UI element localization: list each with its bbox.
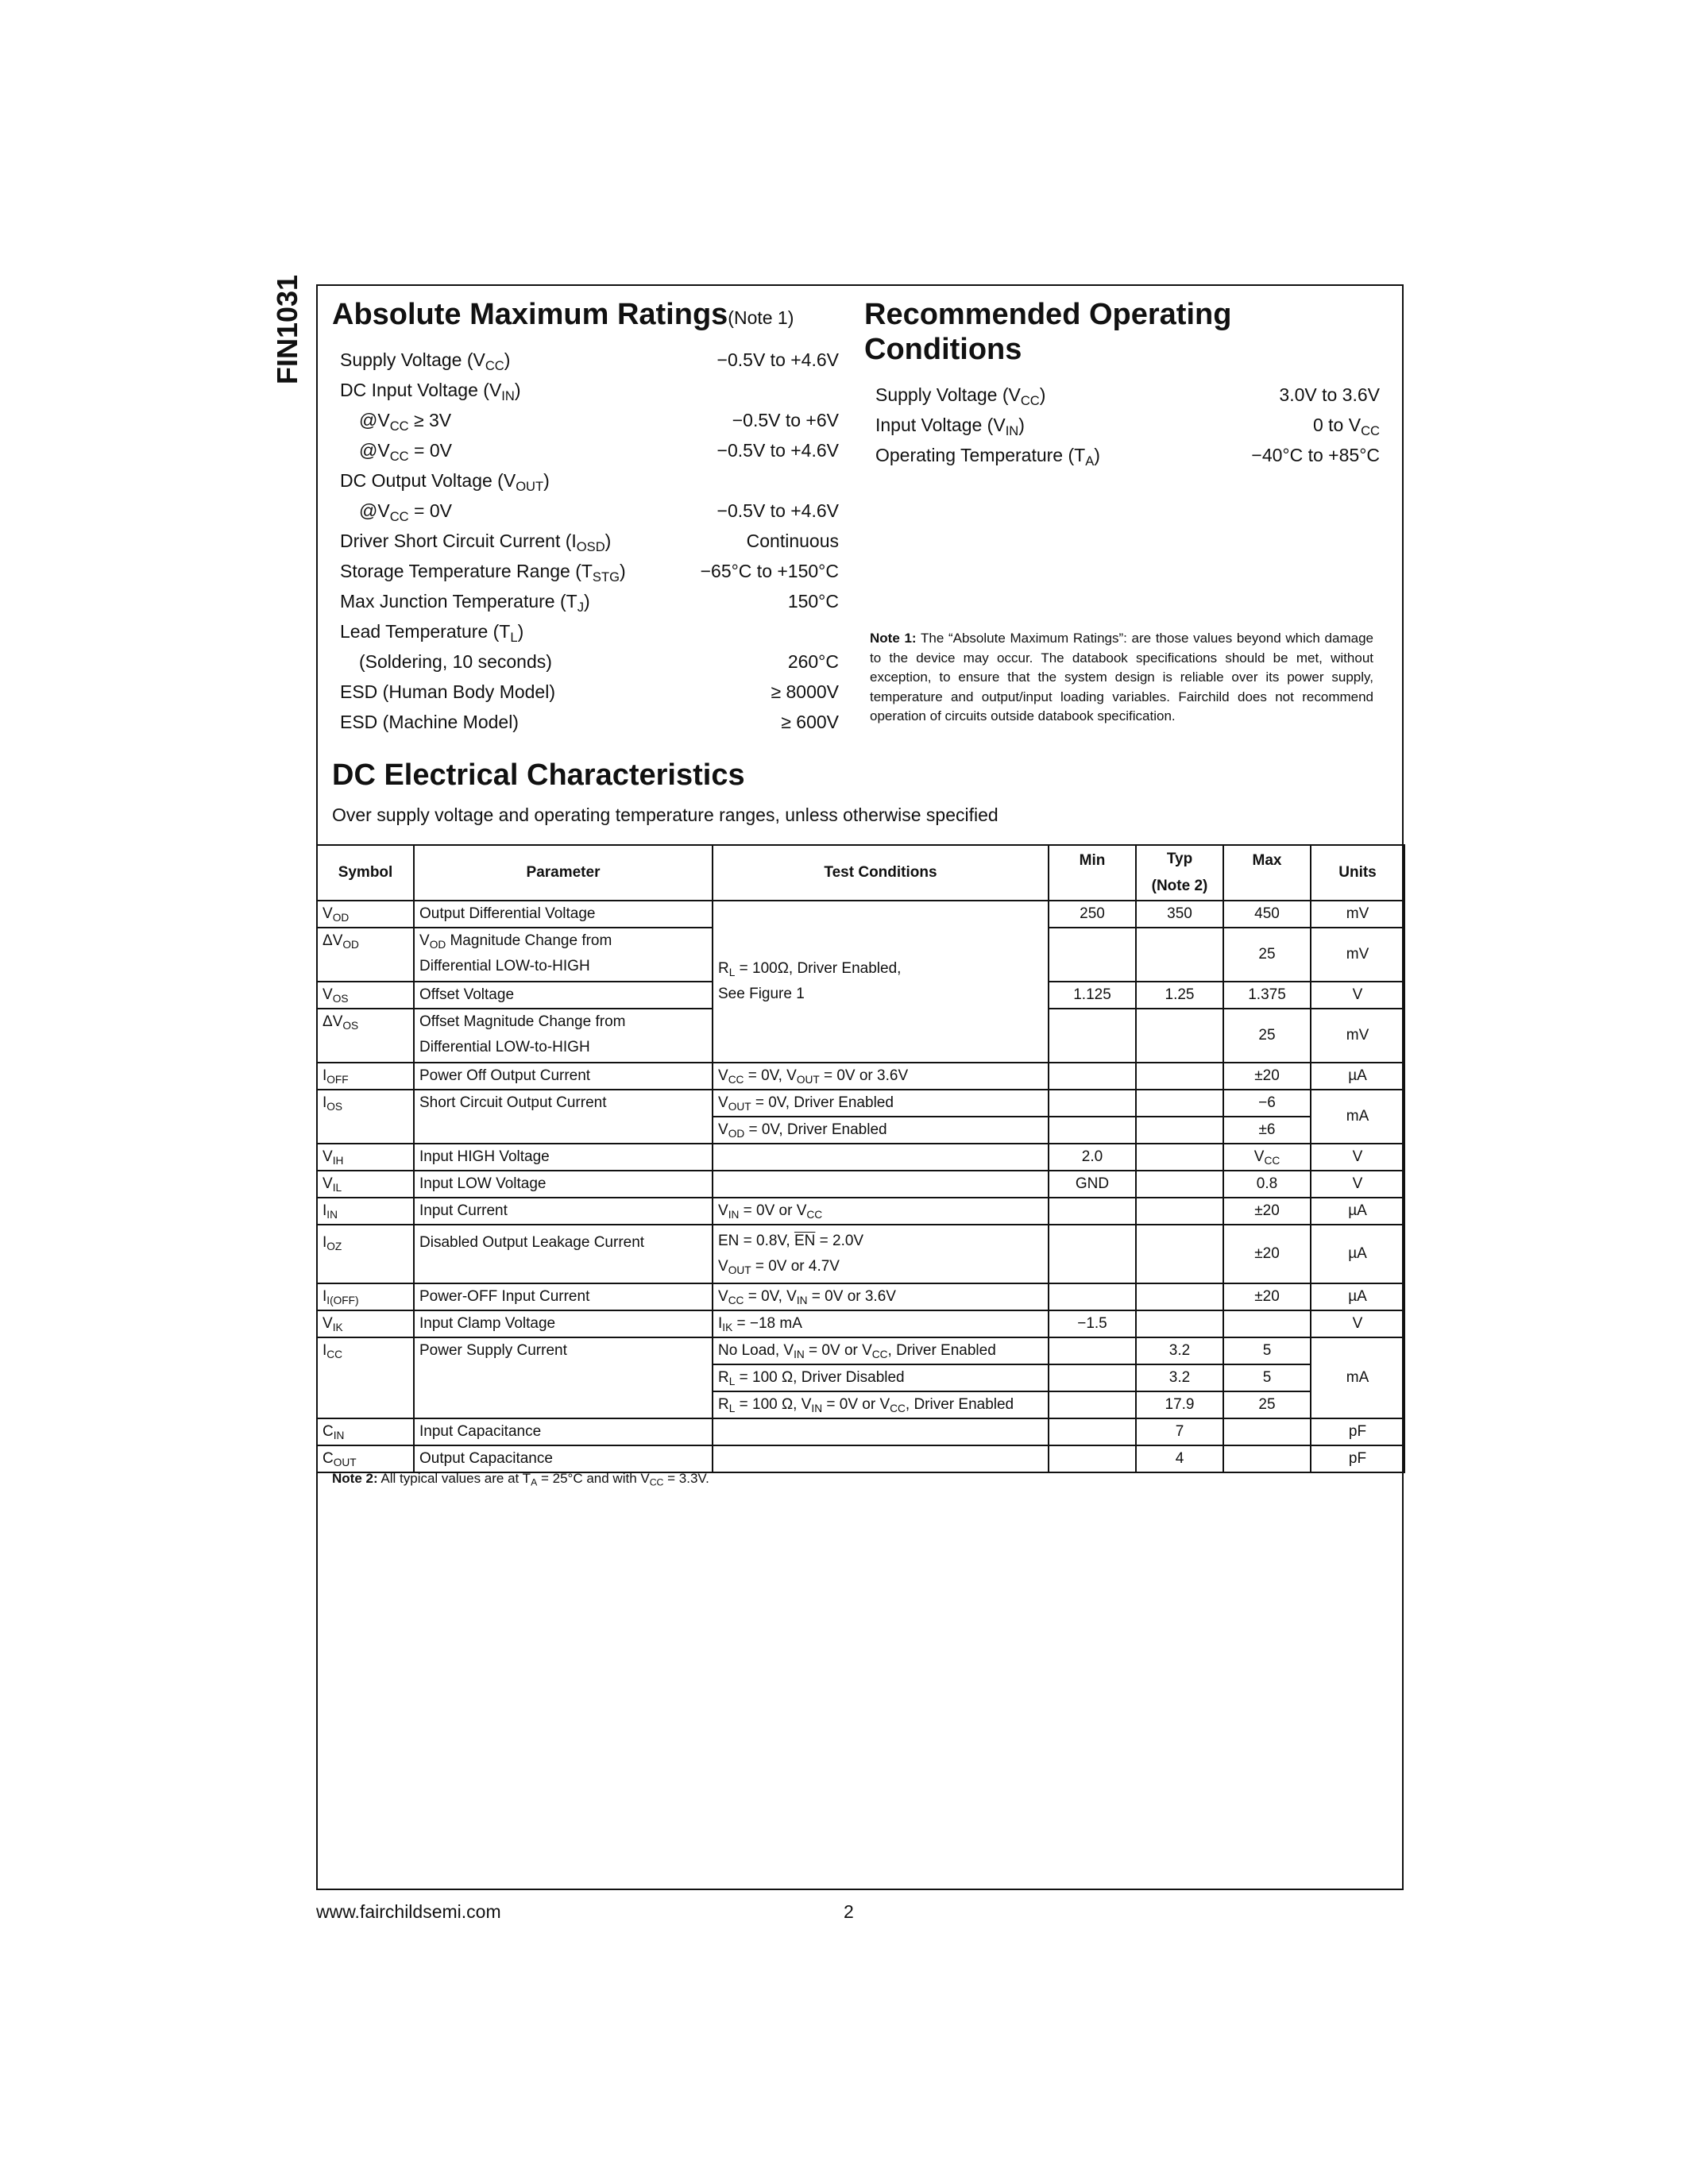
- cell-typ: [1136, 928, 1223, 982]
- cell-units: mA: [1311, 1090, 1404, 1144]
- cell-parameter: $V_{OD}$ Magnitude Change from Differential LOW-to-HIGH: [414, 928, 713, 982]
- table-row: [317, 1283, 1404, 1310]
- cell-typ: 17.9: [1136, 1391, 1223, 1418]
- table-row: [317, 901, 1404, 928]
- cell-conditions: [713, 1171, 1049, 1198]
- rec-op-value: −40°C to +85°C: [1251, 445, 1380, 465]
- cell-parameter: Power Supply Current: [414, 1337, 713, 1418]
- cell-parameter: Short Circuit Output Current: [414, 1090, 713, 1144]
- header-symbol: Symbol: [317, 845, 414, 901]
- cell-max: ±20: [1223, 1063, 1311, 1090]
- cell-symbol: $C_{OUT}$: [317, 1445, 414, 1472]
- abs-max-value: Continuous: [746, 531, 839, 551]
- cell-min: [1049, 928, 1136, 982]
- cell-max: ±20: [1223, 1225, 1311, 1283]
- abs-max-label: Max Junction Temperature $(T_J)$: [340, 591, 590, 615]
- cell-units: µA: [1311, 1225, 1404, 1283]
- cell-min: GND: [1049, 1171, 1136, 1198]
- cell-symbol: $I_{OS}$: [317, 1090, 414, 1144]
- table-row: [317, 1418, 1404, 1445]
- abs-max-label: (Soldering, 10 seconds): [359, 651, 552, 672]
- abs-max-label: ESD (Machine Model): [340, 712, 519, 732]
- rec-op-label: Input Voltage $(V_{IN})$: [875, 415, 1025, 438]
- header-conditions: Test Conditions: [713, 845, 1049, 901]
- cell-units: pF: [1311, 1418, 1404, 1445]
- cell-units: V: [1311, 982, 1404, 1009]
- abs-max-label: Storage Temperature Range $(T_{STG})$: [340, 561, 626, 585]
- footer-url[interactable]: www.fairchildsemi.com: [316, 1901, 501, 1922]
- cell-min: [1049, 1364, 1136, 1391]
- dc-table: [316, 844, 1405, 1473]
- dc-title: DC Electrical Characteristics: [332, 758, 745, 792]
- cell-conditions: $I_{IK} = -18$ mA: [713, 1310, 1049, 1337]
- cell-conditions: [713, 1418, 1049, 1445]
- cell-typ: [1136, 1198, 1223, 1225]
- cell-max: $V_{CC}$: [1223, 1144, 1311, 1171]
- header-units: Units: [1311, 845, 1404, 901]
- abs-max-label: $@V_{CC} \ge 3V$: [359, 410, 452, 434]
- dc-subtitle: Over supply voltage and operating temperature ranges, unless otherwise specified: [332, 805, 999, 825]
- rec-op-label: Supply Voltage $(V_{CC})$: [875, 384, 1046, 408]
- table-row: [317, 1090, 1404, 1117]
- cell-symbol: $I_{I(OFF)}$: [317, 1283, 414, 1310]
- table-row: [317, 1198, 1404, 1225]
- cell-parameter: Input Clamp Voltage: [414, 1310, 713, 1337]
- cell-min: [1049, 1063, 1136, 1090]
- cell-conditions: [713, 1445, 1049, 1472]
- cell-max: 1.375: [1223, 982, 1311, 1009]
- table-row: [317, 1063, 1404, 1090]
- cell-symbol: $V_{IH}$: [317, 1144, 414, 1171]
- header-parameter: Parameter: [414, 845, 713, 901]
- cell-min: [1049, 1445, 1136, 1472]
- cell-symbol: $C_{IN}$: [317, 1418, 414, 1445]
- cell-min: 250: [1049, 901, 1136, 928]
- abs-max-label: DC Input Voltage $(V_{IN})$: [340, 380, 521, 403]
- cell-conditions: $R_L = 100\Omega$, Driver Enabled, See Figure 1: [713, 901, 1049, 1063]
- cell-conditions: $R_L = 100$ Ω, Driver Disabled: [713, 1364, 1049, 1391]
- cell-parameter: Power Off Output Current: [414, 1063, 713, 1090]
- cell-symbol: $V_{IK}$: [317, 1310, 414, 1337]
- cell-units: mA: [1311, 1337, 1404, 1418]
- cell-parameter: Input HIGH Voltage: [414, 1144, 713, 1171]
- note-2: Note 2: All typical values are at $T_A = 25^\circ C$ and with $V_{CC} = 3.3V$.: [332, 1471, 709, 1488]
- abs-max-value: −0.5V to +4.6V: [717, 349, 839, 370]
- header-max: Max: [1223, 845, 1311, 901]
- abs-max-value: −0.5V to +6V: [732, 410, 839, 430]
- cell-typ: 7: [1136, 1418, 1223, 1445]
- cell-typ: [1136, 1283, 1223, 1310]
- cell-parameter: Disabled Output Leakage Current: [414, 1225, 713, 1283]
- cell-typ: [1136, 1090, 1223, 1117]
- cell-conditions: $V_{CC} = 0V$, $V_{OUT} = 0V$ or 3.6V: [713, 1063, 1049, 1090]
- cell-conditions: $R_L = 100$ Ω, $V_{IN} = 0V$ or $V_{CC}$, Driver Enabled: [713, 1391, 1049, 1418]
- cell-max: [1223, 1445, 1311, 1472]
- rec-op-value: 0 to $V_{CC}$: [1312, 415, 1380, 438]
- cell-typ: [1136, 1225, 1223, 1283]
- abs-max-value: −0.5V to +4.6V: [717, 500, 839, 521]
- cell-max: 5: [1223, 1364, 1311, 1391]
- cell-units: mV: [1311, 901, 1404, 928]
- cell-parameter: Output Capacitance: [414, 1445, 713, 1472]
- note-1: Note 1: The “Absolute Maximum Ratings”: are those values beyond which damage to the device may occur. The databook specifications should be met, without exception, to ensure that the system design is reliable over its power supply, temperature and output/input loading variables. Fairchild does not recommend operation of circuits outside databook specification.: [870, 631, 1373, 723]
- cell-typ: [1136, 1144, 1223, 1171]
- cell-conditions: EN = 0.8V, $\overline{EN} = 2.0V$ $V_{OUT} = 0V$ or 4.7V: [713, 1225, 1049, 1283]
- cell-units: µA: [1311, 1198, 1404, 1225]
- table-row: [317, 1310, 1404, 1337]
- cell-parameter: Input Current: [414, 1198, 713, 1225]
- cell-symbol: $V_{IL}$: [317, 1171, 414, 1198]
- abs-max-label: Driver Short Circuit Current $(I_{OSD})$: [340, 531, 612, 554]
- header-min: Min: [1049, 845, 1136, 901]
- abs-max-value: −0.5V to +4.6V: [717, 440, 839, 461]
- abs-max-value: 260°C: [787, 651, 839, 672]
- cell-max: [1223, 1418, 1311, 1445]
- cell-typ: [1136, 1063, 1223, 1090]
- cell-conditions: [713, 1144, 1049, 1171]
- cell-typ: [1136, 1009, 1223, 1063]
- cell-conditions: No Load, $V_{IN} = 0V$ or $V_{CC}$, Driver Enabled: [713, 1337, 1049, 1364]
- cell-symbol: $I_{IN}$: [317, 1198, 414, 1225]
- table-row: [317, 1337, 1404, 1364]
- rec-op-title: Recommended Operating Conditions: [864, 298, 1232, 366]
- cell-typ: 4: [1136, 1445, 1223, 1472]
- abs-max-label: Lead Temperature $(T_L)$: [340, 621, 524, 645]
- abs-max-value: ≥ 600V: [781, 712, 839, 732]
- cell-min: [1049, 1198, 1136, 1225]
- cell-min: [1049, 1225, 1136, 1283]
- table-row: [317, 1225, 1404, 1283]
- abs-max-value: ≥ 8000V: [771, 681, 839, 702]
- cell-parameter: Input LOW Voltage: [414, 1171, 713, 1198]
- cell-conditions: $V_{OD} = 0V$, Driver Enabled: [713, 1117, 1049, 1144]
- cell-parameter: Offset Voltage: [414, 982, 713, 1009]
- cell-symbol: $V_{OD}$: [317, 901, 414, 928]
- cell-min: [1049, 1337, 1136, 1364]
- cell-max: 0.8: [1223, 1171, 1311, 1198]
- cell-max: 25: [1223, 1391, 1311, 1418]
- cell-symbol: $\Delta V_{OS}$: [317, 1009, 414, 1063]
- cell-min: [1049, 1283, 1136, 1310]
- header-typ: Typ (Note 2): [1136, 845, 1223, 901]
- cell-typ: [1136, 1117, 1223, 1144]
- cell-units: µA: [1311, 1063, 1404, 1090]
- cell-typ: 350: [1136, 901, 1223, 928]
- cell-max: 25: [1223, 928, 1311, 982]
- cell-units: V: [1311, 1310, 1404, 1337]
- cell-symbol: $I_{OZ}$: [317, 1225, 414, 1283]
- cell-parameter: Output Differential Voltage: [414, 901, 713, 928]
- abs-max-label: ESD (Human Body Model): [340, 681, 555, 702]
- cell-symbol: $V_{OS}$: [317, 982, 414, 1009]
- cell-max: 5: [1223, 1337, 1311, 1364]
- cell-units: mV: [1311, 1009, 1404, 1063]
- cell-parameter: Power-OFF Input Current: [414, 1283, 713, 1310]
- cell-max: [1223, 1310, 1311, 1337]
- table-row: [317, 1144, 1404, 1171]
- cell-conditions: $V_{CC} = 0V$, $V_{IN} = 0V$ or 3.6V: [713, 1283, 1049, 1310]
- cell-typ: 3.2: [1136, 1337, 1223, 1364]
- abs-max-title: Absolute Maximum Ratings(Note 1): [332, 298, 794, 331]
- cell-max: 450: [1223, 901, 1311, 928]
- cell-symbol: $I_{CC}$: [317, 1337, 414, 1418]
- cell-min: [1049, 1117, 1136, 1144]
- cell-min: −1.5: [1049, 1310, 1136, 1337]
- cell-parameter: Input Capacitance: [414, 1418, 713, 1445]
- cell-max: ±20: [1223, 1283, 1311, 1310]
- part-number-label: FIN1031: [271, 274, 303, 385]
- cell-conditions: $V_{IN} = 0V$ or $V_{CC}$: [713, 1198, 1049, 1225]
- cell-units: pF: [1311, 1445, 1404, 1472]
- cell-max: ±20: [1223, 1198, 1311, 1225]
- cell-symbol: $\Delta V_{OD}$: [317, 928, 414, 982]
- cell-units: µA: [1311, 1283, 1404, 1310]
- abs-max-value: 150°C: [787, 591, 839, 612]
- cell-min: 1.125: [1049, 982, 1136, 1009]
- abs-max-label: Supply Voltage $(V_{CC})$: [340, 349, 511, 373]
- cell-min: [1049, 1090, 1136, 1117]
- table-row: [317, 1445, 1404, 1472]
- cell-max: ±6: [1223, 1117, 1311, 1144]
- abs-max-label: $@V_{CC} = 0V$: [359, 440, 452, 464]
- page-number: 2: [844, 1901, 854, 1922]
- rec-op-label: Operating Temperature $(T_A)$: [875, 445, 1100, 469]
- table-row: [317, 1171, 1404, 1198]
- rec-op-value: 3.0V to 3.6V: [1279, 384, 1380, 405]
- abs-max-label: $@V_{CC} = 0V$: [359, 500, 452, 524]
- cell-typ: [1136, 1310, 1223, 1337]
- cell-symbol: $I_{OFF}$: [317, 1063, 414, 1090]
- cell-typ: 3.2: [1136, 1364, 1223, 1391]
- cell-typ: 1.25: [1136, 982, 1223, 1009]
- cell-units: V: [1311, 1171, 1404, 1198]
- cell-min: [1049, 1009, 1136, 1063]
- cell-max: −6: [1223, 1090, 1311, 1117]
- cell-min: [1049, 1391, 1136, 1418]
- cell-max: 25: [1223, 1009, 1311, 1063]
- cell-typ: [1136, 1171, 1223, 1198]
- cell-min: [1049, 1418, 1136, 1445]
- abs-max-value: −65°C to +150°C: [700, 561, 839, 581]
- cell-parameter: Offset Magnitude Change from Differential LOW-to-HIGH: [414, 1009, 713, 1063]
- abs-max-label: DC Output Voltage $(V_{OUT})$: [340, 470, 550, 494]
- cell-conditions: $V_{OUT} = 0V$, Driver Enabled: [713, 1090, 1049, 1117]
- cell-units: mV: [1311, 928, 1404, 982]
- cell-min: 2.0: [1049, 1144, 1136, 1171]
- cell-units: V: [1311, 1144, 1404, 1171]
